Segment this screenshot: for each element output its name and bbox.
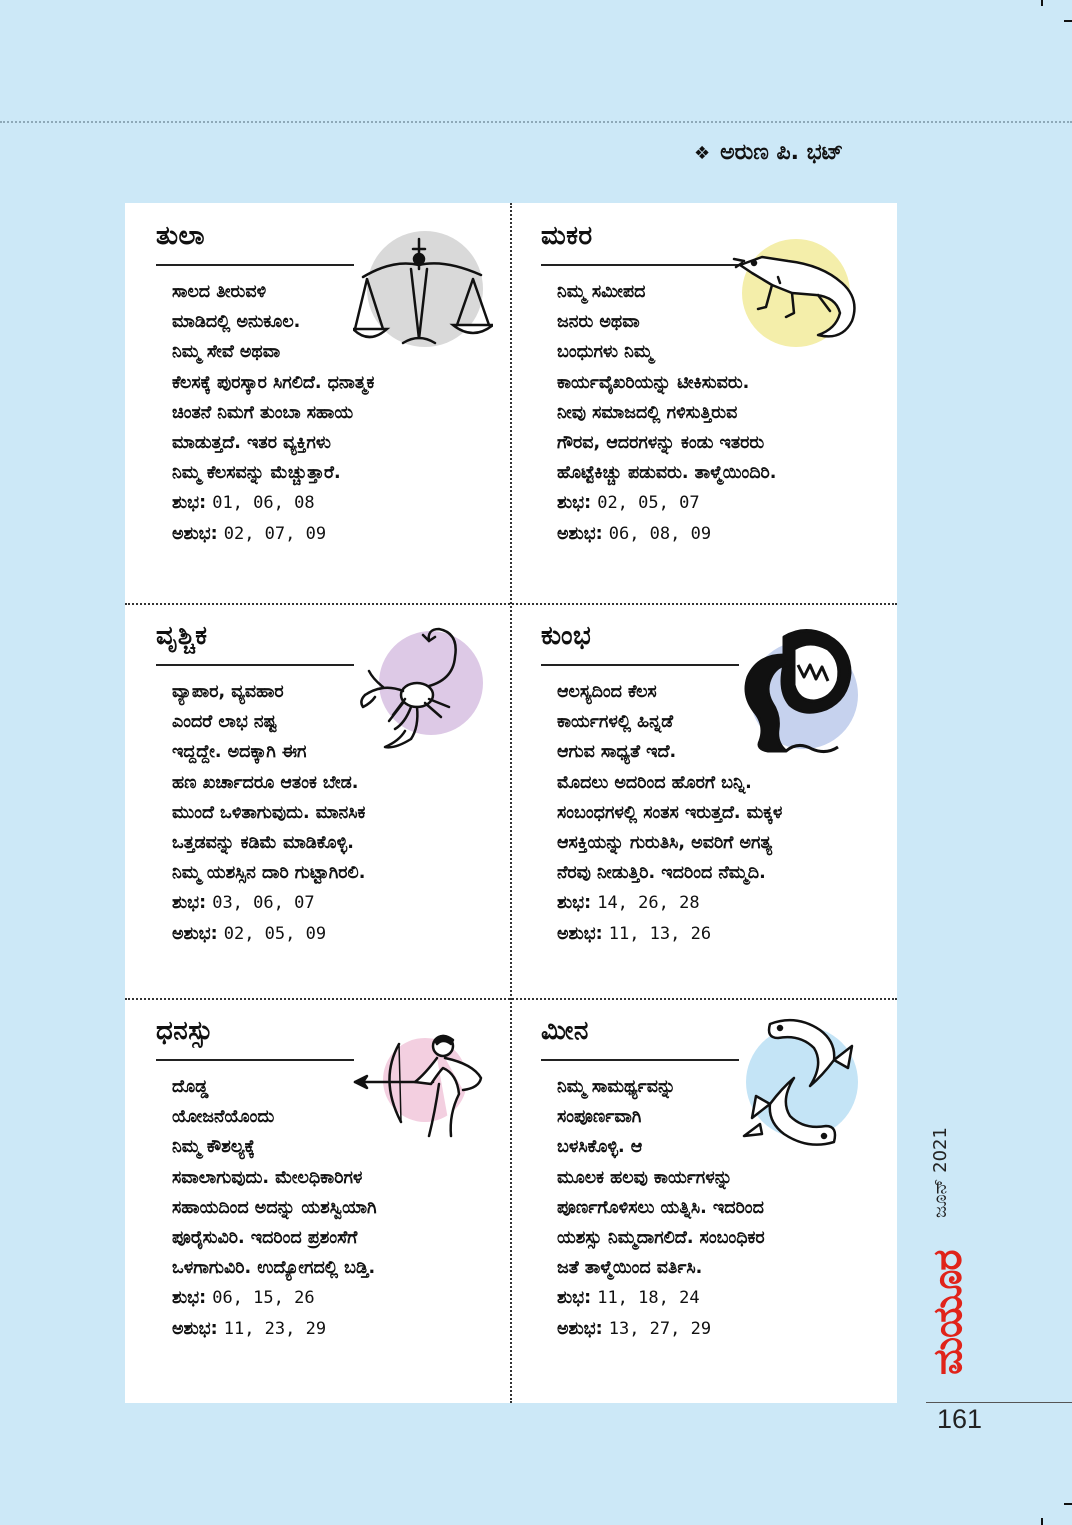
crop-mark	[1041, 1518, 1043, 1525]
lucky-values: 02, 05, 07	[597, 493, 700, 514]
sign-title: ವೃಶ್ಚಿಕ	[156, 621, 208, 651]
unlucky-label: ಅಶುಭ:	[172, 1318, 218, 1339]
top-dotted-rule	[0, 121, 1072, 123]
page-number: 161	[937, 1404, 983, 1434]
prediction-line: ಸಹಾಯದಿಂದ ಅದನ್ನು ಯಶಸ್ವಿಯಾಗಿ	[172, 1197, 377, 1218]
lucky-values: 03, 06, 07	[212, 893, 315, 914]
prediction-text	[557, 677, 782, 949]
unlucky-label: ಅಶುಭ:	[557, 523, 603, 544]
unlucky-numbers	[557, 1314, 765, 1344]
prediction-line: ವ್ಯಾಪಾರ, ವ್ಯವಹಾರ	[172, 682, 284, 702]
sign-title: ಕುಂಭ	[541, 621, 592, 651]
unlucky-values: 11, 23, 29	[223, 1318, 327, 1339]
diamond-bullet-icon: ❖	[694, 143, 711, 164]
lucky-label: ಶುಭ:	[557, 493, 592, 514]
prediction-text	[557, 277, 776, 549]
title-rule	[156, 1059, 354, 1061]
icon-circle	[379, 631, 483, 735]
author-name: ಅರುಣ ಪಿ. ಭಟ್	[720, 140, 844, 165]
prediction-line: ಪೂರೈಸುವಿರಿ. ಇದರಿಂದ ಪ್ರಶಂಸೆಗೆ	[172, 1228, 358, 1249]
unlucky-label: ಅಶುಭ:	[557, 923, 603, 944]
sign-card-sagittarius	[125, 998, 510, 1393]
unlucky-numbers	[172, 519, 374, 549]
unlucky-values: 02, 07, 09	[223, 523, 327, 544]
issue-month: ಜೂನ್ 2021	[930, 1127, 951, 1218]
prediction-line: ಆಸಕ್ತಿಯನ್ನು ಗುರುತಿಸಿ, ಅವರಿಗೆ ಅಗತ್ಯ	[557, 833, 773, 854]
prediction-line: ಸವಾಲಾಗುವುದು. ಮೇಲಧಿಕಾರಿಗಳ	[172, 1167, 363, 1188]
lucky-values: 01, 06, 08	[212, 493, 315, 514]
sign-title: ತುಲಾ	[156, 221, 206, 251]
page-number-rule	[926, 1402, 1072, 1403]
prediction-line: ಆಲಸ್ಯದಿಂದ ಕೆಲಸ	[557, 682, 657, 702]
prediction-text	[172, 1072, 377, 1344]
sign-title: ಧನಸ್ಸು	[156, 1016, 214, 1046]
title-rule	[156, 664, 354, 666]
sign-title: ಮಕರ	[541, 221, 593, 251]
prediction-line: ನೀವು ಸಮಾಜದಲ್ಲಿ ಗಳಿಸುತ್ತಿರುವ	[557, 402, 738, 423]
title-rule	[541, 664, 739, 666]
prediction-line: ನಿಮ್ಮ ಸೇವೆ ಅಥವಾ	[172, 342, 281, 363]
unlucky-numbers	[557, 919, 782, 949]
prediction-line: ಎಂದರೆ ಲಾಭ ನಷ್ಟ	[172, 712, 277, 733]
title-rule	[541, 264, 739, 266]
lucky-numbers	[557, 888, 782, 918]
crop-mark	[1064, 20, 1072, 22]
unlucky-values: 02, 05, 09	[223, 923, 327, 944]
lucky-values: 06, 15, 26	[212, 1288, 315, 1309]
sign-title: ಮೀನ	[541, 1016, 589, 1046]
lucky-label: ಶುಭ:	[557, 1288, 592, 1309]
prediction-line: ನಿಮ್ಮ ಯಶಸ್ಸಿನ ದಾರಿ ಗುಟ್ಟಾಗಿರಲಿ.	[172, 863, 366, 884]
prediction-line: ಸಾಲದ ತೀರುವಳಿ	[172, 282, 267, 302]
prediction-text	[172, 677, 365, 949]
prediction-line: ಮೊದಲು ಅದರಿಂದ ಹೊರಗೆ ಬನ್ನಿ.	[557, 772, 752, 793]
unlucky-numbers	[172, 919, 365, 949]
unlucky-label: ಅಶುಭ:	[557, 1318, 603, 1339]
prediction-line: ಹಣ ಖರ್ಚಾದರೂ ಆತಂಕ ಬೇಡ.	[172, 772, 359, 793]
lucky-label: ಶುಭ:	[172, 1288, 207, 1309]
crop-mark	[1041, 0, 1043, 6]
unlucky-label: ಅಶುಭ:	[172, 923, 218, 944]
prediction-line: ನೆರವು ನೀಡುತ್ತಿರಿ. ಇದರಿಂದ ನೆಮ್ಮದಿ.	[557, 863, 766, 884]
prediction-line: ಹೊಟ್ಟೆಕಿಚ್ಚು ಪಡುವರು. ತಾಳ್ಮೆಯಿಂದಿರಿ.	[557, 463, 777, 484]
prediction-line: ಗೌರವ, ಆದರಗಳನ್ನು ಕಂಡು ಇತರರು	[557, 433, 765, 454]
lucky-label: ಶುಭ:	[172, 893, 207, 914]
title-rule	[541, 1059, 739, 1061]
prediction-text	[172, 277, 374, 549]
prediction-line: ನಿಮ್ಮ ಸಾಮರ್ಥ್ಯವನ್ನು	[557, 1077, 676, 1097]
scorpio-scorpion-icon	[355, 623, 491, 755]
prediction-line: ಇದ್ದದ್ದೇ. ಅದಕ್ಕಾಗಿ ಈಗ	[172, 742, 307, 763]
prediction-line: ಯಶಸ್ಸು ನಿಮ್ಮದಾಗಲಿದೆ. ಸಂಬಂಧಿಕರ	[557, 1228, 765, 1249]
prediction-line: ಯೋಜನೆಯೊಂದು	[172, 1107, 275, 1128]
sign-card-capricorn	[510, 203, 895, 598]
prediction-line: ದೊಡ್ಡ	[172, 1077, 209, 1097]
prediction-line: ಕಾರ್ಯವೈಖರಿಯನ್ನು ಟೀಕಿಸುವರು.	[557, 372, 750, 393]
sign-card-aquarius	[510, 603, 895, 998]
prediction-line: ಒತ್ತಡವನ್ನು ಕಡಿಮೆ ಮಾಡಿಕೊಳ್ಳಿ.	[172, 833, 354, 854]
lucky-label: ಶುಭ:	[557, 893, 592, 914]
prediction-line: ಮಾಡುತ್ತದೆ. ಇತರ ವ್ಯಕ್ತಿಗಳು	[172, 433, 331, 454]
prediction-line: ಕಾರ್ಯಗಳಲ್ಲಿ ಹಿನ್ನಡೆ	[557, 712, 674, 733]
prediction-line: ಸಂಪೂರ್ಣವಾಗಿ	[557, 1107, 642, 1128]
prediction-line: ನಿಮ್ಮ ಕೌಶಲ್ಯಕ್ಕೆ	[172, 1137, 255, 1158]
prediction-text	[557, 1072, 765, 1344]
prediction-line: ನಿಮ್ಮ ಕೆಲಸವನ್ನು ಮೆಚ್ಚುತ್ತಾರೆ.	[172, 463, 341, 484]
prediction-line: ಮೂಲಕ ಹಲವು ಕಾರ್ಯಗಳನ್ನು	[557, 1167, 733, 1188]
prediction-line: ಒಳಗಾಗುವಿರಿ. ಉದ್ಯೋಗದಲ್ಲಿ ಬಡ್ತಿ.	[172, 1258, 376, 1279]
prediction-line: ಜತೆ ತಾಳ್ಮೆಯಿಂದ ವರ್ತಿಸಿ.	[557, 1258, 703, 1279]
sign-card-scorpio	[125, 603, 510, 998]
unlucky-values: 11, 13, 26	[608, 923, 712, 944]
prediction-line: ಬಳಸಿಕೊಳ್ಳಿ. ಆ	[557, 1137, 643, 1158]
author-byline	[694, 140, 843, 165]
title-rule	[156, 264, 354, 266]
lucky-values: 11, 18, 24	[597, 1288, 700, 1309]
crop-mark	[1064, 1503, 1072, 1505]
prediction-line: ಕೆಲಸಕ್ಕೆ ಪುರಸ್ಕಾರ ಸಿಗಲಿದೆ. ಧನಾತ್ಮಕ	[172, 372, 375, 393]
lucky-numbers	[172, 1283, 377, 1313]
unlucky-numbers	[172, 1314, 377, 1344]
prediction-line: ಮಾಡಿದಲ್ಲಿ ಅನುಕೂಲ.	[172, 312, 301, 333]
sign-card-libra	[125, 203, 510, 598]
unlucky-values: 06, 08, 09	[608, 523, 712, 544]
lucky-numbers	[172, 488, 374, 518]
lucky-numbers	[557, 1283, 765, 1313]
sign-card-pisces	[510, 998, 895, 1393]
unlucky-values: 13, 27, 29	[608, 1318, 712, 1339]
prediction-line: ನಿಮ್ಮ ಸಮೀಪದ	[557, 282, 646, 302]
lucky-label: ಶುಭ:	[172, 493, 207, 514]
prediction-line: ಜನರು ಅಥವಾ	[557, 312, 640, 333]
magazine-brand: ಮಯೂರ	[925, 1250, 971, 1375]
unlucky-label: ಅಶುಭ:	[172, 523, 218, 544]
prediction-line: ಪೂರ್ಣಗೊಳಿಸಲು ಯತ್ನಿಸಿ. ಇದರಿಂದ	[557, 1197, 764, 1218]
prediction-line: ಸಂಬಂಧಗಳಲ್ಲಿ ಸಂತಸ ಇರುತ್ತದೆ. ಮಕ್ಕಳ	[557, 802, 783, 823]
lucky-values: 14, 26, 28	[597, 893, 700, 914]
lucky-numbers	[172, 888, 365, 918]
lucky-numbers	[557, 488, 776, 518]
prediction-line: ಮುಂದೆ ಒಳಿತಾಗುವುದು. ಮಾನಸಿಕ	[172, 802, 366, 823]
prediction-line: ಆಗುವ ಸಾಧ್ಯತೆ ಇದೆ.	[557, 742, 677, 763]
prediction-line: ಚಿಂತನೆ ನಿಮಗೆ ತುಂಬಾ ಸಹಾಯ	[172, 402, 354, 423]
unlucky-numbers	[557, 519, 776, 549]
prediction-line: ಬಂಧುಗಳು ನಿಮ್ಮ	[557, 342, 653, 363]
